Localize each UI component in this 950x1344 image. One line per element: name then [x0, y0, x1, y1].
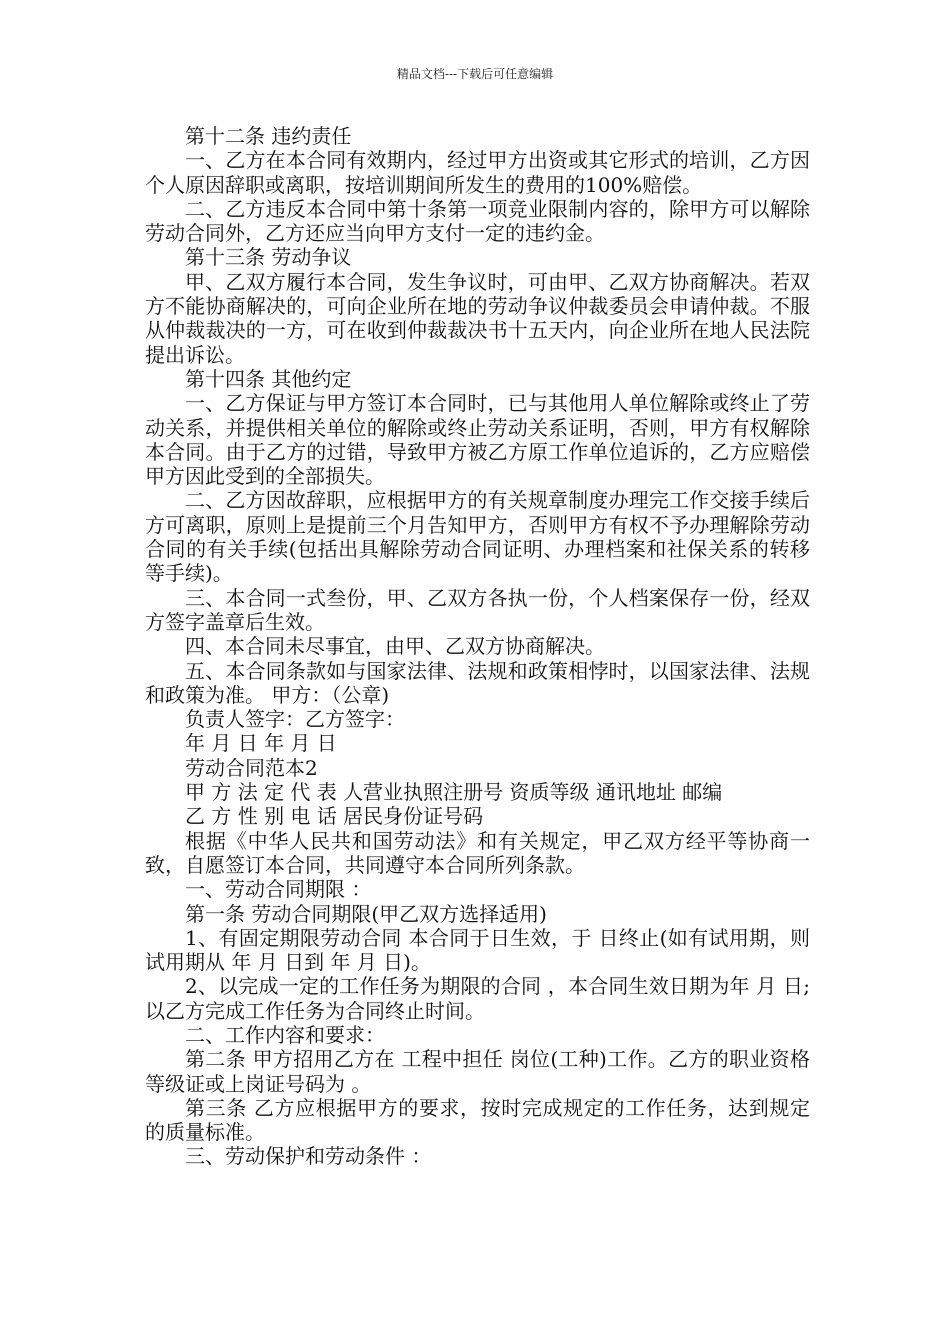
signature-line: 负责人签字：乙方签字： [185, 707, 405, 732]
article-14-clause-3: 三、本合同一式叁份，甲、乙双方各执一份，个人档案保存一份，经双方签字盖章后生效。 [145, 585, 810, 634]
article-12-clause-2: 二、乙方违反本合同中第十条第一项竞业限制内容的，除甲方可以解除劳动合同外，乙方还应当向甲方支付一定的违约金。 [145, 196, 810, 246]
section-3-heading: 三、劳动保护和劳动条件 ： [185, 1144, 432, 1169]
article-13-text: 甲、乙双方履行本合同，发生争议时，可由甲、乙双方协商解决。若双方不能协商解决的，可向企业所在地的劳动争议仲裁委员会申请仲裁。不服从仲裁裁决的一方，可在收到仲裁裁决书十五天内，向企业所在地人民法院提出诉讼。 [145, 269, 810, 367]
article-1-clause-1: 1、有固定期限劳动合同 本合同于日生效，于 日终止(如有试用期，则试用期从 年 月 日到 年 月 日)。 [145, 925, 810, 975]
article-12-heading: 第十二条 违约责任 [185, 124, 352, 148]
party-a-fields: 甲 方 法 定 代 表 人营业执照注册号 资质等级 通讯地址 邮编 [185, 780, 723, 805]
article-14-heading: 第十四条 其他约定 [185, 366, 352, 391]
article-2-text: 第二条 甲方招用乙方在 工程中担任 岗位(工种)工作。乙方的职业资格等级证或上岗证号码为 。 [145, 1047, 810, 1096]
article-1-heading: 第一条 劳动合同期限(甲乙双方选择适用) [185, 901, 547, 926]
article-14-clause-2: 二、乙方因故辞职，应根据甲方的有关规章制度办理完工作交接手续后方可离职，原则上是提前三个月告知甲方，否则甲方有权不予办理解除劳动合同的有关手续(包括出具解除劳动合同证明、办理档案和社保关系的转移等手续)。 [145, 488, 810, 586]
section-2-heading: 二、工作内容和要求： [185, 1022, 385, 1047]
article-3-text: 第三条 乙方应根据甲方的要求，按时完成规定的工作任务，达到规定的质量标准。 [145, 1095, 810, 1145]
article-12-clause-1: 一、乙方在本合同有效期内，经过甲方出资或其它形式的培训，乙方因个人原因辞职或离职，按培训期间所发生的费用的100%赔偿。 [145, 148, 810, 197]
party-b-fields: 乙 方 性 别 电 话 居民身份证号码 [185, 804, 484, 829]
article-14-clause-5: 五、本合同条款如与国家法律、法规和政策相悖时，以国家法律、法规和政策为准。 甲方：（公章) [145, 658, 810, 707]
date-line: 年 月 日 年 月 日 [185, 731, 337, 756]
article-13-heading: 第十三条 劳动争议 [185, 245, 352, 270]
article-14-clause-1: 一、乙方保证与甲方签订本合同时，已与其他用人单位解除或终止了劳动关系，并提供相关单位的解除或终止劳动关系证明，否则，甲方有权解除本合同。由于乙方的过错，导致甲方被乙方原工作单位追诉的，乙方应赔偿甲方因此受到的全部损失。 [145, 391, 810, 489]
article-14-clause-4: 四、本合同未尽事宜，由甲、乙双方协商解决。 [185, 634, 605, 659]
section-1-heading: 一、劳动合同期限 ： [185, 877, 372, 902]
preamble: 根据《中华人民共和国劳动法》和有关规定，甲乙双方经平等协商一致，自愿签订本合同，共同遵守本合同所列条款。 [145, 828, 810, 877]
page-header-note: 精品文档---下载后可任意编辑 [396, 67, 554, 81]
article-1-clause-2: 2、以完成一定的工作任务为期限的合同 ，本合同生效日期为年 月 日;以乙方完成工作任务为合同终止时间。 [145, 974, 810, 1023]
document-body [145, 124, 810, 1169]
template-2-title: 劳动合同范本2 [185, 755, 318, 780]
